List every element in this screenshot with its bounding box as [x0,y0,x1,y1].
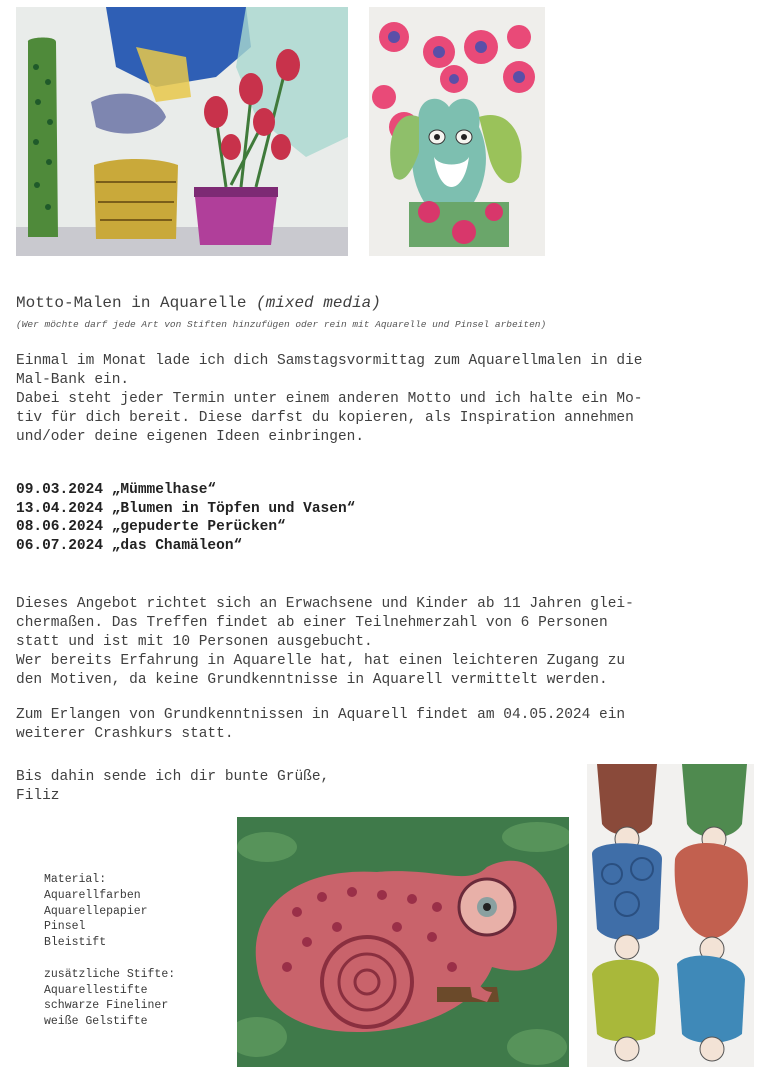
page-title [16,294,706,312]
vases-painting [16,7,348,256]
chameleon-painting [237,817,569,1067]
intro-line: Dabei steht jeder Termin unter einem anderen Motto und ich halte ein Mo- [16,391,643,407]
date-item [16,518,706,537]
materials-list [44,872,175,1030]
intro-line: und/oder deine eigenen Ideen einbringen. [16,429,365,445]
subtitle-note: (Wer möchte darf jede Art von Stiften hinzufügen oder rein mit Aquarelle und Pinsel arbeiten) [16,319,547,330]
info-paragraph [16,595,706,690]
date: 08.06.2024 [16,519,104,535]
date: 13.04.2024 [16,500,104,517]
wigs-painting [587,764,754,1067]
rabbit-painting [369,7,545,256]
motto: „Blumen in Töpfen und Vasen“ [111,500,356,517]
greeting-line: Bis dahin sende ich dir bunte Grüße, [16,769,330,785]
info-line: statt und ist mit 10 Personen ausgebucht. [16,634,373,650]
crashkurs-line: weiterer Crashkurs statt. [16,726,234,742]
title-italic: (mixed media) [256,294,381,312]
intro-paragraph [16,352,706,447]
intro-line: tiv für dich bereit. Diese darfst du kopieren, als Inspiration annehmen [16,410,634,426]
title-main: Motto-Malen in Aquarelle [16,294,257,312]
info-line: chermaßen. Das Treffen findet ab einer Teilnehmerzahl von 6 Personen [16,615,608,631]
date-item [16,481,706,500]
dates-list [16,481,706,555]
material-item: Aquarellepapier [44,904,148,918]
motto: „Mümmelhase“ [111,482,217,498]
motto: „gepuderte Perücken“ [111,519,286,535]
materials-heading: Material: [44,873,107,886]
extra-materials-heading: zusätzliche Stifte: [44,967,176,981]
date: 09.03.2024 [16,482,104,498]
material-item: schwarze Fineliner [44,999,169,1013]
intro-line: Einmal im Monat lade ich dich Samstagsvormittag zum Aquarellmalen in die [16,353,643,369]
info-line: den Motiven, da keine Grundkenntnisse in Aquarell vermittelt werden. [16,672,608,688]
greeting [16,768,576,806]
info-line: Dieses Angebot richtet sich an Erwachsene und Kinder ab 11 Jahren glei- [16,596,634,612]
date: 06.07.2024 [16,537,104,554]
info-line: Wer bereits Erfahrung in Aquarelle hat, hat einen leichteren Zugang zu [16,653,626,669]
date-item [16,537,706,556]
signature: Filiz [16,788,60,804]
date-item [16,500,706,519]
material-item: Bleistift [44,936,107,950]
material-item: Pinsel [44,920,86,934]
material-item: Aquarellestifte [44,983,148,997]
material-item: Aquarellfarben [44,888,141,902]
material-item: weiße Gelstifte [44,1015,148,1029]
crashkurs-paragraph [16,706,706,744]
motto: „das Chamäleon“ [111,537,243,554]
crashkurs-line: Zum Erlangen von Grundkenntnissen in Aquarell findet am 04.05.2024 ein [16,707,626,723]
intro-line: Mal-Bank ein. [16,372,130,388]
